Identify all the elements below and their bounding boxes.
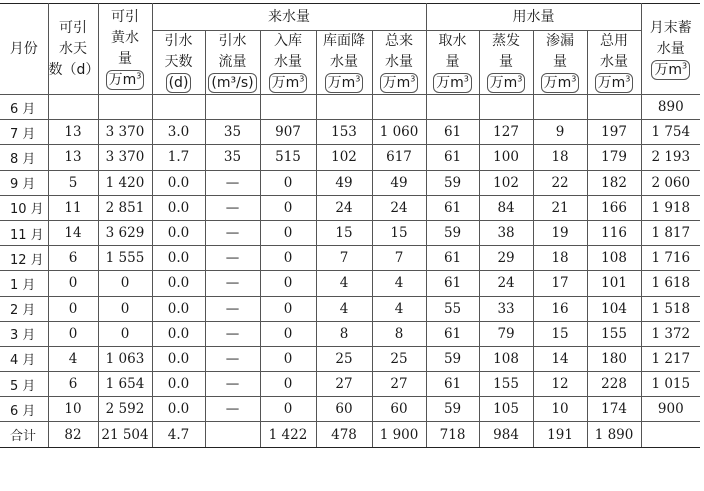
value-cell: 61 xyxy=(426,246,479,271)
value-cell: 984 xyxy=(479,422,533,447)
header-inflow-rain: 库面降 水量 万$m^3$ xyxy=(316,31,372,95)
value-cell: 1 372 xyxy=(641,321,700,346)
unit-label: 万$m^3$ xyxy=(269,73,308,93)
value-cell: 0 xyxy=(98,271,152,296)
value-cell: 59 xyxy=(426,220,479,245)
value-cell: 60 xyxy=(372,397,426,422)
value-cell: 108 xyxy=(587,246,641,271)
value-cell: 1 422 xyxy=(260,422,316,447)
value-cell: 9 xyxy=(533,120,587,145)
value-cell: 0 xyxy=(98,296,152,321)
value-cell: 49 xyxy=(372,170,426,195)
value-cell: 61 xyxy=(426,145,479,170)
table-row xyxy=(0,170,700,195)
month-cell: 5 月 xyxy=(0,372,48,397)
value-cell: 2 592 xyxy=(98,397,152,422)
header-available-water-line2: 黄水 xyxy=(111,30,139,46)
value-cell: 59 xyxy=(426,170,479,195)
value-cell xyxy=(479,95,533,120)
value-cell: 79 xyxy=(479,321,533,346)
value-cell: — xyxy=(205,170,260,195)
value-cell: 1 555 xyxy=(98,246,152,271)
value-cell: 7 xyxy=(372,246,426,271)
header-intake-days: 引水 天数 (d) xyxy=(152,31,205,95)
water-balance-table-container xyxy=(0,3,700,448)
month-cell: 1 月 xyxy=(0,271,48,296)
value-cell: 0.0 xyxy=(152,246,205,271)
value-cell xyxy=(48,95,98,120)
value-cell: 4 xyxy=(372,296,426,321)
value-cell: 59 xyxy=(426,397,479,422)
value-cell xyxy=(260,95,316,120)
value-cell: 49 xyxy=(316,170,372,195)
value-cell: 27 xyxy=(316,372,372,397)
value-cell: 1 890 xyxy=(587,422,641,447)
value-cell: 61 xyxy=(426,120,479,145)
unit-label: 万$m^3$ xyxy=(380,73,419,93)
value-cell: 3 370 xyxy=(98,120,152,145)
header-use-total: 总用 水量 万$m^3$ xyxy=(587,31,641,95)
value-cell: 35 xyxy=(205,145,260,170)
value-cell: 100 xyxy=(479,145,533,170)
table-header xyxy=(0,4,700,95)
month-cell: 10 月 xyxy=(0,195,48,220)
month-cell: 6 月 xyxy=(0,95,48,120)
value-cell xyxy=(316,95,372,120)
header-use-seep: 渗漏 量 万$m^3$ xyxy=(533,31,587,95)
value-cell: — xyxy=(205,372,260,397)
value-cell: 21 xyxy=(533,195,587,220)
value-cell: 0.0 xyxy=(152,195,205,220)
value-cell xyxy=(533,95,587,120)
value-cell: 718 xyxy=(426,422,479,447)
value-cell: 60 xyxy=(316,397,372,422)
month-cell: 11 月 xyxy=(0,220,48,245)
table-body xyxy=(0,95,700,448)
month-cell: 3 月 xyxy=(0,321,48,346)
value-cell: 25 xyxy=(316,346,372,371)
value-cell: 890 xyxy=(641,95,700,120)
value-cell: 0 xyxy=(48,321,98,346)
table-row xyxy=(0,120,700,145)
value-cell: 1 063 xyxy=(98,346,152,371)
value-cell xyxy=(98,95,152,120)
month-cell: 4 月 xyxy=(0,346,48,371)
value-cell: 0 xyxy=(48,271,98,296)
value-cell: 0.0 xyxy=(152,321,205,346)
value-cell: 82 xyxy=(48,422,98,447)
value-cell: 0 xyxy=(260,346,316,371)
table-row xyxy=(0,397,700,422)
value-cell: 33 xyxy=(479,296,533,321)
header-inflow-group: 来水量 xyxy=(152,4,426,31)
value-cell: — xyxy=(205,195,260,220)
table-row xyxy=(0,271,700,296)
value-cell: 127 xyxy=(479,120,533,145)
value-cell: 4 xyxy=(372,271,426,296)
value-cell: 153 xyxy=(316,120,372,145)
value-cell: 0 xyxy=(260,220,316,245)
value-cell: 0 xyxy=(260,397,316,422)
value-cell: 108 xyxy=(479,346,533,371)
header-end-storage-line1: 月末蓄 xyxy=(649,19,692,36)
unit-label: 万$m^3$ xyxy=(106,70,145,90)
value-cell: 15 xyxy=(316,220,372,245)
value-cell: 13 xyxy=(48,145,98,170)
value-cell: — xyxy=(205,397,260,422)
table-row xyxy=(0,220,700,245)
value-cell: 14 xyxy=(533,346,587,371)
value-cell: 15 xyxy=(533,321,587,346)
value-cell xyxy=(372,95,426,120)
water-balance-table xyxy=(0,3,700,448)
value-cell: 6 xyxy=(48,246,98,271)
value-cell: 101 xyxy=(587,271,641,296)
value-cell: 1 015 xyxy=(641,372,700,397)
value-cell: 18 xyxy=(533,145,587,170)
value-cell: 22 xyxy=(533,170,587,195)
value-cell: 0 xyxy=(260,372,316,397)
value-cell: 0 xyxy=(260,271,316,296)
value-cell: 19 xyxy=(533,220,587,245)
header-inflow-total: 总来 水量 万$m^3$ xyxy=(372,31,426,95)
unit-label: 万$m^3$ xyxy=(651,60,690,80)
value-cell: 0 xyxy=(98,321,152,346)
header-month: 月份 xyxy=(0,4,48,95)
unit-label: 万$m^3$ xyxy=(595,73,634,93)
value-cell: 6 xyxy=(48,372,98,397)
header-available-days xyxy=(48,4,98,95)
value-cell: 1 060 xyxy=(372,120,426,145)
table-row xyxy=(0,296,700,321)
value-cell: 1 618 xyxy=(641,271,700,296)
value-cell: 515 xyxy=(260,145,316,170)
value-cell: 1.7 xyxy=(152,145,205,170)
value-cell: 14 xyxy=(48,220,98,245)
value-cell: 182 xyxy=(587,170,641,195)
value-cell: 61 xyxy=(426,321,479,346)
value-cell: 0 xyxy=(260,246,316,271)
header-available-days-line2: 水天 xyxy=(59,40,87,57)
value-cell: 0 xyxy=(260,296,316,321)
header-inflow-in: 入库 水量 万$m^3$ xyxy=(260,31,316,95)
value-cell: 197 xyxy=(587,120,641,145)
value-cell: 3 370 xyxy=(98,145,152,170)
value-cell: 1 217 xyxy=(641,346,700,371)
value-cell: 11 xyxy=(48,195,98,220)
unit-label: 万$m^3$ xyxy=(487,73,526,93)
value-cell: 617 xyxy=(372,145,426,170)
table-row xyxy=(0,372,700,397)
value-cell: 2 060 xyxy=(641,170,700,195)
value-cell: 17 xyxy=(533,271,587,296)
header-available-water xyxy=(98,4,152,95)
header-available-water-line3: 量 xyxy=(118,51,132,67)
table-row xyxy=(0,346,700,371)
value-cell: 102 xyxy=(316,145,372,170)
value-cell: 180 xyxy=(587,346,641,371)
value-cell: 907 xyxy=(260,120,316,145)
value-cell: 84 xyxy=(479,195,533,220)
value-cell: 18 xyxy=(533,246,587,271)
value-cell: 13 xyxy=(48,120,98,145)
value-cell: 0 xyxy=(260,170,316,195)
value-cell: 1 900 xyxy=(372,422,426,447)
value-cell: 166 xyxy=(587,195,641,220)
value-cell xyxy=(641,422,700,447)
value-cell: 29 xyxy=(479,246,533,271)
value-cell: 191 xyxy=(533,422,587,447)
value-cell: 900 xyxy=(641,397,700,422)
value-cell: 1 654 xyxy=(98,372,152,397)
value-cell: 21 504 xyxy=(98,422,152,447)
value-cell: 15 xyxy=(372,220,426,245)
value-cell: — xyxy=(205,346,260,371)
value-cell: 1 754 xyxy=(641,120,700,145)
value-cell: — xyxy=(205,296,260,321)
value-cell: 55 xyxy=(426,296,479,321)
value-cell xyxy=(205,422,260,447)
value-cell: 3 629 xyxy=(98,220,152,245)
value-cell: 61 xyxy=(426,195,479,220)
value-cell: 1 817 xyxy=(641,220,700,245)
value-cell: 27 xyxy=(372,372,426,397)
table-row xyxy=(0,145,700,170)
value-cell: 8 xyxy=(316,321,372,346)
value-cell: 61 xyxy=(426,271,479,296)
table-row xyxy=(0,246,700,271)
value-cell: 24 xyxy=(372,195,426,220)
value-cell: 0 xyxy=(48,296,98,321)
month-cell: 9 月 xyxy=(0,170,48,195)
header-available-water-line1: 可引 xyxy=(111,9,139,25)
value-cell: 4 xyxy=(316,296,372,321)
header-use-evap: 蒸发 量 万$m^3$ xyxy=(479,31,533,95)
table-row xyxy=(0,95,700,120)
value-cell: 116 xyxy=(587,220,641,245)
table-row xyxy=(0,195,700,220)
value-cell xyxy=(587,95,641,120)
value-cell: 0 xyxy=(260,195,316,220)
value-cell: 0.0 xyxy=(152,372,205,397)
header-end-storage xyxy=(641,4,700,95)
value-cell: — xyxy=(205,321,260,346)
total-row xyxy=(0,422,700,447)
header-use-group: 用水量 xyxy=(426,4,641,31)
unit-label: (m³/s) xyxy=(208,73,256,93)
month-cell: 2 月 xyxy=(0,296,48,321)
value-cell: 0.0 xyxy=(152,346,205,371)
value-cell: 0.0 xyxy=(152,220,205,245)
value-cell: 179 xyxy=(587,145,641,170)
value-cell xyxy=(152,95,205,120)
value-cell: 3.0 xyxy=(152,120,205,145)
value-cell: 0.0 xyxy=(152,397,205,422)
value-cell: 12 xyxy=(533,372,587,397)
value-cell: 61 xyxy=(426,372,479,397)
value-cell: 2 851 xyxy=(98,195,152,220)
month-cell: 合计 xyxy=(0,422,48,447)
value-cell: 4 xyxy=(316,271,372,296)
value-cell: 4 xyxy=(48,346,98,371)
value-cell: 8 xyxy=(372,321,426,346)
value-cell: 24 xyxy=(316,195,372,220)
value-cell: 155 xyxy=(479,372,533,397)
value-cell: 478 xyxy=(316,422,372,447)
unit-label: (d) xyxy=(166,73,192,93)
value-cell: — xyxy=(205,271,260,296)
header-end-storage-line2: 水量 xyxy=(656,40,685,57)
month-cell: 7 月 xyxy=(0,120,48,145)
unit-label: 万$m^3$ xyxy=(541,73,580,93)
unit-label: 万$m^3$ xyxy=(325,73,364,93)
header-available-days-line1: 可引 xyxy=(59,19,87,36)
month-cell: 8 月 xyxy=(0,145,48,170)
month-cell: 6 月 xyxy=(0,397,48,422)
value-cell: 2 193 xyxy=(641,145,700,170)
value-cell: — xyxy=(205,246,260,271)
value-cell: 59 xyxy=(426,346,479,371)
header-intake-flow: 引水 流量 (m³/s) xyxy=(205,31,260,95)
value-cell: 24 xyxy=(479,271,533,296)
value-cell: 155 xyxy=(587,321,641,346)
unit-label: 万$m^3$ xyxy=(433,73,472,93)
value-cell: 5 xyxy=(48,170,98,195)
value-cell: 0.0 xyxy=(152,296,205,321)
month-cell: 12 月 xyxy=(0,246,48,271)
value-cell: 16 xyxy=(533,296,587,321)
value-cell: 25 xyxy=(372,346,426,371)
value-cell: 0.0 xyxy=(152,170,205,195)
table-row xyxy=(0,321,700,346)
value-cell: 10 xyxy=(48,397,98,422)
value-cell: 1 518 xyxy=(641,296,700,321)
value-cell: 35 xyxy=(205,120,260,145)
value-cell xyxy=(205,95,260,120)
value-cell: 7 xyxy=(316,246,372,271)
value-cell: 1 716 xyxy=(641,246,700,271)
header-available-days-line3: 数（d） xyxy=(48,61,100,78)
value-cell: 1 420 xyxy=(98,170,152,195)
value-cell: 228 xyxy=(587,372,641,397)
value-cell: 105 xyxy=(479,397,533,422)
value-cell: 102 xyxy=(479,170,533,195)
value-cell: 0 xyxy=(260,321,316,346)
value-cell: 38 xyxy=(479,220,533,245)
value-cell: 104 xyxy=(587,296,641,321)
value-cell: 4.7 xyxy=(152,422,205,447)
header-use-take: 取水 量 万$m^3$ xyxy=(426,31,479,95)
value-cell: 10 xyxy=(533,397,587,422)
value-cell: 1 918 xyxy=(641,195,700,220)
value-cell: 174 xyxy=(587,397,641,422)
value-cell: 0.0 xyxy=(152,271,205,296)
value-cell: — xyxy=(205,220,260,245)
value-cell xyxy=(426,95,479,120)
